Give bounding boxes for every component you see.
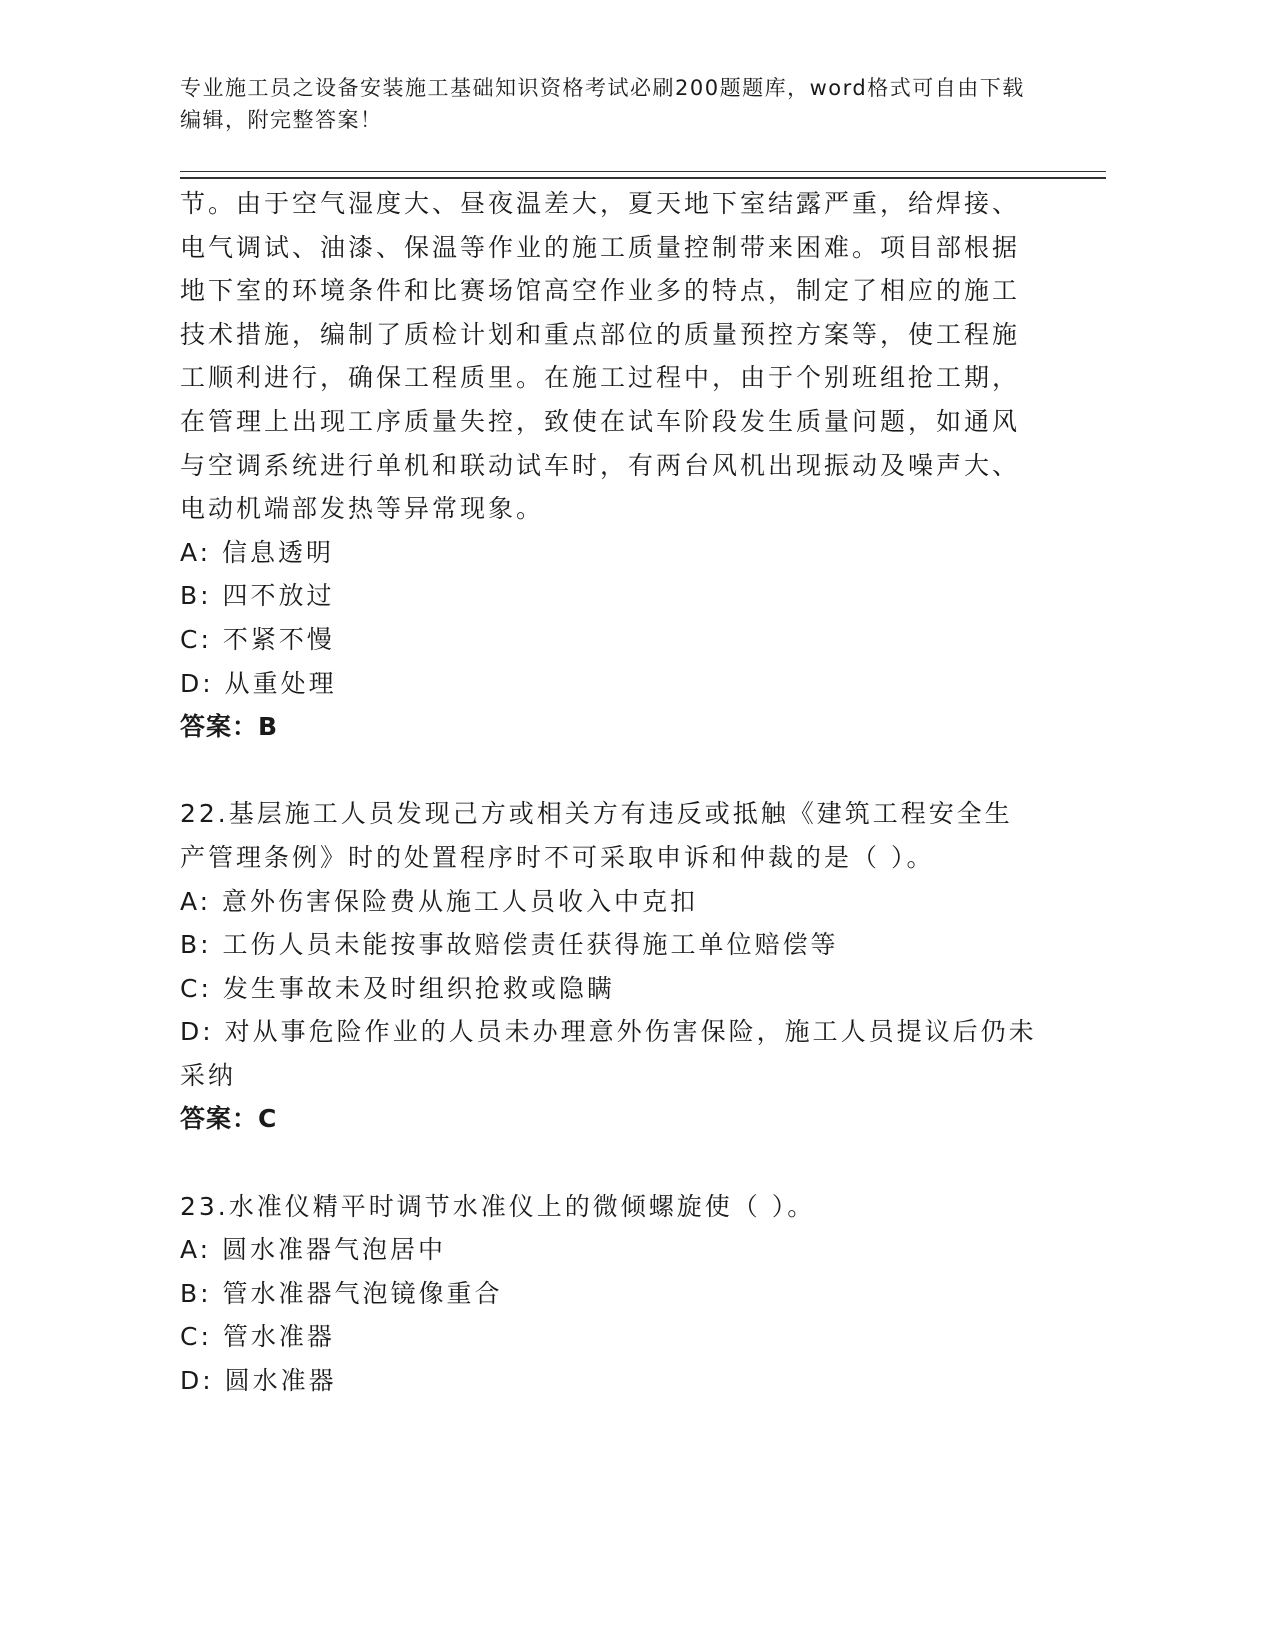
question-22-stem: 22.基层施工人员发现己方或相关方有违反或抵触《建筑工程安全生产管理条例》时的处置程序时不可采取申诉和仲裁的是（ ）。	[180, 799, 1013, 872]
question-23-option-c: C: 管水准器	[180, 1322, 335, 1352]
document-body	[180, 182, 1040, 1403]
question-21-answer: 答案：B	[180, 712, 279, 742]
question-22-option-b: B: 工伤人员未能按事故赔偿责任获得施工单位赔偿等	[180, 930, 839, 960]
question-22-answer: 答案：C	[180, 1104, 278, 1134]
question-22-option-d: D: 对从事危险作业的人员未办理意外伤害保险，施工人员提议后仍未采纳	[180, 1017, 1037, 1090]
question-23-stem: 23.水准仪精平时调节水准仪上的微倾螺旋使（ ）。	[180, 1191, 816, 1221]
spacer	[180, 1141, 1040, 1185]
question-23-option-a: A: 圆水准器气泡居中	[180, 1235, 447, 1265]
question-21-option-d: D: 从重处理	[180, 668, 337, 698]
page-header: 专业施工员之设备安装施工基础知识资格考试必刷200题题库，word格式可自由下载编辑，附完整答案！	[180, 76, 1025, 132]
question-21-option-b: B: 四不放过	[180, 581, 335, 611]
question-22-option-c: C: 发生事故未及时组织抢救或隐瞒	[180, 973, 615, 1003]
header-divider	[180, 171, 1106, 179]
question-21-option-c: C: 不紧不慢	[180, 624, 335, 654]
question-23-option-d: D: 圆水准器	[180, 1366, 337, 1396]
question-21-option-a: A: 信息透明	[180, 537, 335, 567]
question-23-option-b: B: 管水准器气泡镜像重合	[180, 1278, 503, 1308]
spacer	[180, 749, 1040, 793]
question-22-option-a: A: 意外伤害保险费从施工人员收入中克扣	[180, 886, 699, 916]
question-21-stem: 节。由于空气湿度大、昼夜温差大，夏天地下室结露严重，给焊接、电气调试、油漆、保温等作业的施工质量控制带来困难。项目部根据地下室的环境条件和比赛场馆高空作业多的特点，制定了相应的施工技术措施，编制了质检计划和重点部位的质量预控方案等，使工程施工顺利进行，确保工程质里。在施工过程中，由于个别班组抢工期，在管理上出现工序质量失控，致使在试车阶段发生质量问题，如通风与空调系统进行单机和联动试车时，有两台风机出现振动及噪声大、电动机端部发热等异常现象。	[180, 189, 1021, 524]
